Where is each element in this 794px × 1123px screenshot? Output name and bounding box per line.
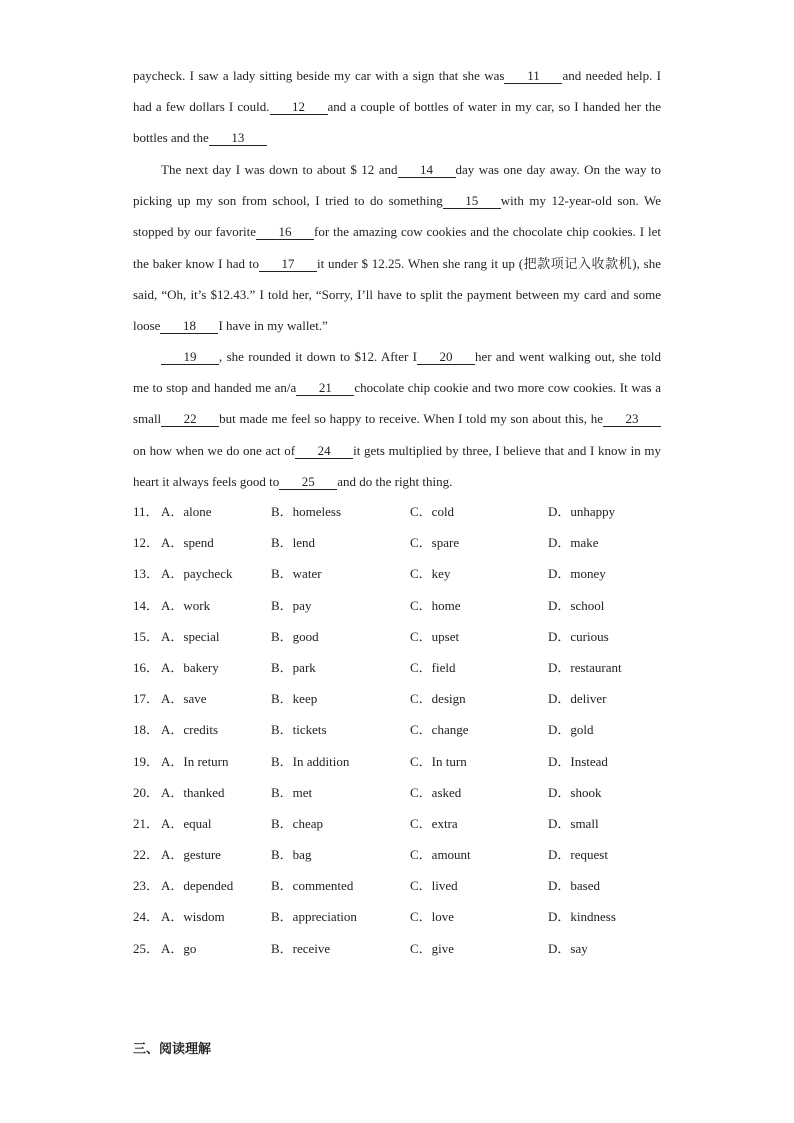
- option-d[interactable]: D．deliver: [548, 691, 607, 707]
- blank-12[interactable]: 12: [270, 100, 328, 115]
- question-number: 19．: [133, 753, 160, 769]
- option-b[interactable]: B．park: [271, 659, 316, 675]
- question-number: 24．: [133, 909, 160, 925]
- blank-17[interactable]: 17: [259, 257, 317, 272]
- option-c[interactable]: C．amount: [410, 847, 471, 863]
- question-number: 11．: [133, 504, 159, 519]
- option-c[interactable]: C．In turn: [410, 753, 467, 769]
- option-b[interactable]: B．tickets: [271, 722, 327, 738]
- question-row: [133, 937, 733, 968]
- question-number: 13．: [133, 566, 160, 582]
- question-number: 22．: [133, 847, 160, 863]
- passage-paragraph-1: [133, 60, 661, 154]
- option-a[interactable]: A．thanked: [161, 784, 225, 800]
- question-number: 15．: [133, 628, 160, 644]
- option-a[interactable]: A．equal: [161, 815, 212, 831]
- option-d[interactable]: D．curious: [548, 628, 609, 644]
- question-row: [133, 812, 733, 843]
- passage-text: and do the right thing.: [337, 473, 453, 489]
- question-row: [133, 781, 733, 812]
- blank-22[interactable]: 22: [161, 412, 219, 427]
- passage-text: her and went walking out, she told me to stop and handed me an/a: [133, 349, 661, 396]
- section-title: 三、阅读理解: [133, 1042, 212, 1057]
- option-b[interactable]: B．In addition: [271, 753, 350, 769]
- option-b[interactable]: B．bag: [271, 847, 312, 863]
- passage-text: The next day I was down to about $ 12 and: [161, 162, 398, 177]
- option-c[interactable]: C．design: [410, 691, 466, 707]
- question-number: 23．: [133, 878, 160, 894]
- passage-text: chocolate chip cookie and two more cow cookies. It was a small: [133, 380, 661, 427]
- option-c[interactable]: C．upset: [410, 628, 460, 644]
- blank-18[interactable]: 18: [160, 319, 218, 334]
- option-d[interactable]: D．Instead: [548, 753, 608, 769]
- question-row: [133, 656, 733, 687]
- option-d[interactable]: D．small: [548, 815, 599, 831]
- question-row: [133, 905, 733, 936]
- question-number: 18．: [133, 722, 160, 738]
- option-b[interactable]: B．good: [271, 628, 319, 644]
- option-b[interactable]: B．lend: [271, 535, 316, 551]
- blank-21[interactable]: 21: [296, 381, 354, 396]
- option-a[interactable]: A．special: [161, 628, 220, 644]
- option-b[interactable]: B．met: [271, 784, 313, 800]
- option-b[interactable]: B．cheap: [271, 815, 323, 831]
- option-b[interactable]: B．water: [271, 566, 322, 582]
- option-a[interactable]: A．depended: [161, 878, 234, 894]
- option-b[interactable]: B．commented: [271, 878, 354, 894]
- passage-text: with my 12-year-old son. We stopped by our favorite: [133, 193, 661, 240]
- option-a[interactable]: A．In return: [161, 753, 229, 769]
- passage-paragraph-3: [133, 341, 661, 497]
- option-d[interactable]: D．unhappy: [548, 504, 616, 519]
- passage-text: it gets multiplied by three, I believe that and I know in my heart it always feels good to: [133, 442, 661, 489]
- option-c[interactable]: C．home: [410, 597, 461, 613]
- passage-text: and a couple of bottles of water in my car, so I handed her the bottles and the: [133, 99, 661, 146]
- option-a[interactable]: A．paycheck: [161, 566, 233, 582]
- blank-11[interactable]: 11: [504, 69, 562, 84]
- option-a[interactable]: A．work: [161, 597, 211, 613]
- passage-text: , she rounded it down to $12. After I: [219, 349, 417, 364]
- option-c[interactable]: C．change: [410, 722, 469, 738]
- question-row: [133, 750, 733, 781]
- option-c[interactable]: C．key: [410, 566, 451, 582]
- question-number: 21．: [133, 815, 160, 831]
- passage-text: but made me feel so happy to receive. When I told my son about this, he: [219, 411, 603, 427]
- option-d[interactable]: D．shook: [548, 784, 602, 800]
- blank-24[interactable]: 24: [295, 444, 353, 459]
- question-number: 17．: [133, 691, 160, 707]
- question-number: 16．: [133, 659, 160, 675]
- option-a[interactable]: A．save: [161, 691, 207, 707]
- question-row: [133, 562, 733, 593]
- passage-text: paycheck. I saw a lady sitting beside my car with a sign that she was: [133, 68, 505, 83]
- blank-14[interactable]: 14: [398, 163, 456, 178]
- option-c[interactable]: C．field: [410, 659, 456, 675]
- question-row: [133, 594, 733, 625]
- option-c[interactable]: C．love: [410, 909, 455, 925]
- option-a[interactable]: A．bakery: [161, 659, 219, 675]
- option-a[interactable]: A．spend: [161, 535, 214, 551]
- option-a[interactable]: A．gesture: [161, 847, 221, 863]
- question-row: [133, 718, 733, 749]
- option-d[interactable]: D．based: [548, 878, 600, 894]
- option-a[interactable]: A．wisdom: [161, 909, 225, 925]
- passage-text: and needed help. I had a few dollars I could.: [133, 68, 661, 115]
- blank-25[interactable]: 25: [279, 475, 337, 490]
- blank-20[interactable]: 20: [417, 350, 475, 365]
- passage-text: I have in my wallet.”: [218, 318, 328, 334]
- option-c[interactable]: C．asked: [410, 784, 462, 800]
- question-row: [133, 843, 733, 874]
- option-c[interactable]: C．extra: [410, 815, 458, 831]
- passage-text: day was one day away. On the way to picking up my son from school, I tried to do something: [133, 162, 662, 209]
- option-d[interactable]: D．restaurant: [548, 659, 622, 675]
- blank-13[interactable]: 13: [209, 131, 267, 146]
- option-a[interactable]: A．alone: [161, 504, 212, 519]
- passage-paragraph-2: [133, 154, 661, 341]
- option-d[interactable]: D．gold: [548, 722, 594, 738]
- question-number: 20．: [133, 784, 160, 800]
- option-a[interactable]: A．go: [161, 940, 197, 956]
- option-c[interactable]: C．give: [410, 940, 455, 956]
- option-c[interactable]: C．spare: [410, 535, 460, 551]
- option-b[interactable]: B．keep: [271, 691, 318, 707]
- passage-text: it under $ 12.25. When she rang it up (把款项记入收款机), she said, “Oh, it’s $12.43.” I told her, “Sorry, I’ll have to split the payment between my card and some loose: [133, 255, 661, 334]
- blank-16[interactable]: 16: [256, 225, 314, 240]
- option-a[interactable]: A．credits: [161, 722, 219, 738]
- question-number: 14．: [133, 597, 160, 613]
- option-d[interactable]: D．say: [548, 940, 588, 956]
- question-number: 12．: [133, 535, 160, 551]
- option-d[interactable]: D．request: [548, 847, 608, 863]
- passage-text: for the amazing cow cookies and the chocolate chip cookies. I let the baker know I had to: [133, 224, 661, 271]
- option-d[interactable]: D．money: [548, 566, 606, 582]
- options-list: [133, 500, 733, 968]
- option-d[interactable]: D．make: [548, 535, 599, 551]
- question-row: [133, 874, 733, 905]
- option-b[interactable]: B．pay: [271, 597, 312, 613]
- passage-text: on how when we do one act of: [133, 442, 296, 458]
- option-d[interactable]: D．school: [548, 597, 605, 613]
- option-c[interactable]: C．cold: [410, 504, 455, 519]
- question-row: [133, 500, 733, 531]
- question-row: [133, 687, 733, 718]
- blank-19[interactable]: 19: [161, 350, 219, 365]
- option-b[interactable]: B．receive: [271, 940, 331, 956]
- option-b[interactable]: B．appreciation: [271, 909, 357, 925]
- question-number: 25．: [133, 940, 160, 956]
- blank-15[interactable]: 15: [443, 194, 501, 209]
- option-c[interactable]: C．lived: [410, 878, 458, 894]
- blank-23[interactable]: 23: [603, 412, 661, 427]
- question-row: [133, 531, 733, 562]
- question-row: [133, 625, 733, 656]
- option-d[interactable]: D．kindness: [548, 909, 616, 925]
- option-b[interactable]: B．homeless: [271, 504, 342, 519]
